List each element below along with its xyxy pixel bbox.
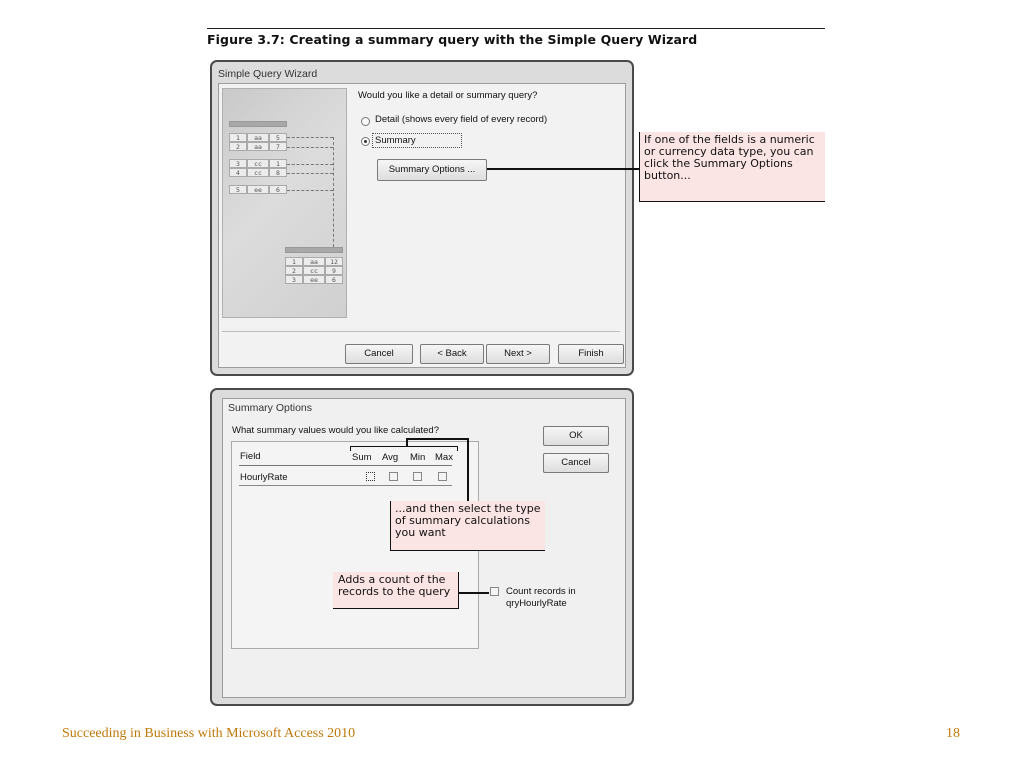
callout-numeric-line: or currency data type, you can <box>644 145 814 158</box>
max-checkbox[interactable] <box>438 472 447 481</box>
callout-leader-select <box>406 438 408 447</box>
col-header-max: Max <box>435 452 453 463</box>
col-header-min: Min <box>410 452 426 463</box>
wizard-window-title: Simple Query Wizard <box>218 68 318 80</box>
illus-right-header <box>285 247 343 253</box>
callout-select-line: you want <box>395 526 446 539</box>
wizard-separator <box>222 331 620 332</box>
wizard-illustration <box>222 88 347 318</box>
callout-numeric-line: click the Summary Options <box>644 157 793 170</box>
summary-dialog-title: Summary Options <box>228 402 313 414</box>
illus-left-header <box>229 121 287 127</box>
detail-option-label[interactable]: Detail (shows every field of every record) <box>375 114 548 125</box>
connector-line <box>287 173 333 174</box>
figure-rule <box>207 28 825 29</box>
min-checkbox[interactable] <box>413 472 422 481</box>
callout-count-line: Adds a count of the <box>338 573 446 586</box>
summary-cancel-button[interactable]: Cancel <box>543 453 609 473</box>
illus-cell: 1 <box>285 257 303 266</box>
summary-radio[interactable] <box>361 137 370 146</box>
illus-cell: 3 <box>229 159 247 168</box>
figure-title: Figure 3.7: Creating a summary query with the Simple Query Wizard <box>207 32 698 47</box>
col-header-sum: Sum <box>352 452 372 463</box>
summary-option-label[interactable]: Summary <box>375 135 416 146</box>
callout-count-line: records to the query <box>338 585 451 598</box>
illus-cell: cc <box>247 159 269 168</box>
ok-button[interactable]: OK <box>543 426 609 446</box>
illus-cell: aa <box>247 133 269 142</box>
illus-cell: 6 <box>325 275 343 284</box>
summary-options-button[interactable]: Summary Options ... <box>377 159 487 181</box>
columns-bracket <box>350 446 458 451</box>
illus-cell: 5 <box>269 133 287 142</box>
cancel-button[interactable]: Cancel <box>345 344 413 364</box>
sum-checkbox[interactable] <box>366 472 375 481</box>
field-row-hourlyrate: HourlyRate <box>240 472 288 483</box>
summary-dialog-question: What summary values would you like calculated? <box>232 425 439 436</box>
illus-cell: 2 <box>229 142 247 151</box>
callout-select-type <box>390 501 545 551</box>
illus-cell: 12 <box>325 257 343 266</box>
illus-cell: 6 <box>269 185 287 194</box>
page-number: 18 <box>946 726 960 741</box>
illus-cell: 7 <box>269 142 287 151</box>
illus-cell: 9 <box>325 266 343 275</box>
col-header-avg: Avg <box>382 452 399 463</box>
callout-numeric-line: button... <box>644 169 691 182</box>
row-divider <box>239 485 452 486</box>
next-button[interactable]: Next > <box>486 344 550 364</box>
callout-leader-count <box>459 592 489 594</box>
callout-leader-select <box>467 438 469 502</box>
illus-cell: 1 <box>229 133 247 142</box>
footer-title: Succeeding in Business with Microsoft Access 2010 <box>62 726 356 741</box>
callout-leader-numeric <box>487 168 640 170</box>
avg-checkbox[interactable] <box>389 472 398 481</box>
callout-select-line: ...and then select the type <box>395 502 541 515</box>
illus-cell: 1 <box>269 159 287 168</box>
wizard-question: Would you like a detail or summary query? <box>358 90 538 101</box>
callout-count <box>333 572 459 609</box>
connector-line <box>287 190 333 191</box>
callout-leader-select <box>406 438 468 440</box>
callout-numeric <box>639 132 825 202</box>
count-records-query-name: qryHourlyRate <box>506 598 567 609</box>
detail-radio[interactable] <box>361 117 370 126</box>
illus-cell: cc <box>247 168 269 177</box>
summary-radio-dot <box>364 140 367 143</box>
callout-select-line: of summary calculations <box>395 514 530 527</box>
header-divider <box>239 465 452 466</box>
illus-cell: 2 <box>285 266 303 275</box>
count-records-checkbox[interactable] <box>490 587 499 596</box>
illus-cell: ee <box>247 185 269 194</box>
illus-cell: 4 <box>229 168 247 177</box>
finish-button[interactable]: Finish <box>558 344 624 364</box>
illus-cell: ee <box>303 275 325 284</box>
connector-line <box>287 137 333 138</box>
illus-cell: aa <box>247 142 269 151</box>
col-header-field: Field <box>240 451 261 462</box>
illus-cell: 5 <box>229 185 247 194</box>
illus-cell: 8 <box>269 168 287 177</box>
connector-line <box>333 137 334 247</box>
connector-line <box>287 147 333 148</box>
back-button[interactable]: < Back <box>420 344 484 364</box>
illus-cell: aa <box>303 257 325 266</box>
count-records-label[interactable]: Count records in <box>506 586 576 597</box>
connector-line <box>287 164 333 165</box>
illus-cell: 3 <box>285 275 303 284</box>
illus-cell: cc <box>303 266 325 275</box>
callout-numeric-line: If one of the fields is a numeric <box>644 133 815 146</box>
